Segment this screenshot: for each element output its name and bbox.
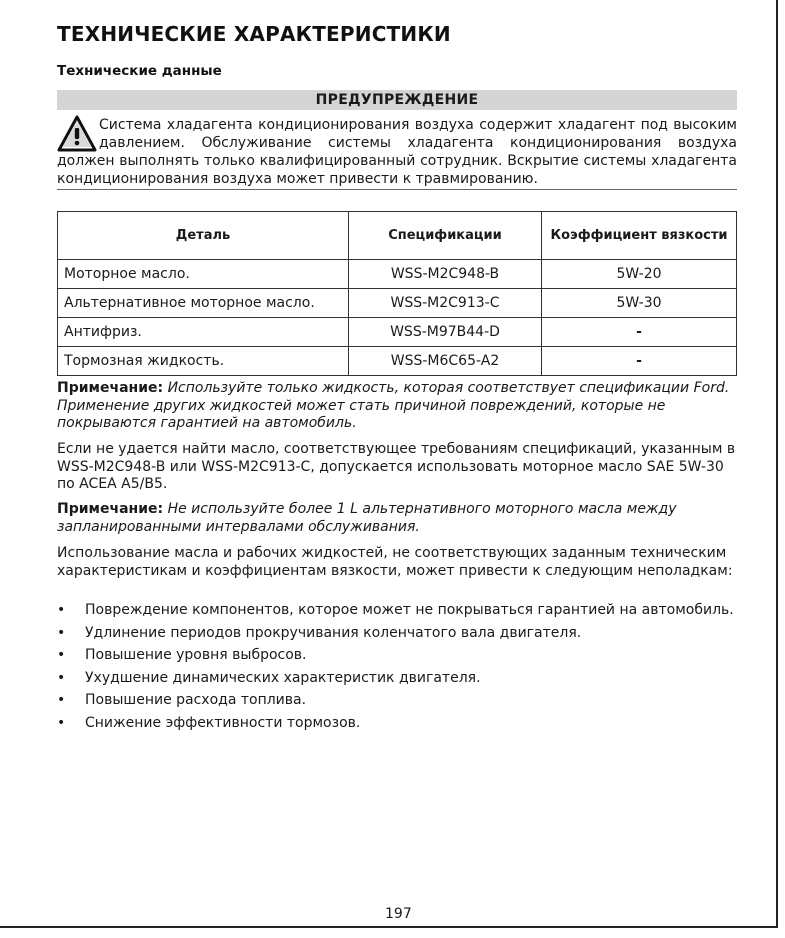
- note-alt-oil-limit: [57, 501, 737, 536]
- list-item-text: Снижение эффективности тормозов.: [85, 714, 361, 731]
- bullet-marker: •: [57, 692, 66, 708]
- cell-viscosity: -: [542, 318, 737, 347]
- column-header-spec: Спецификации: [349, 212, 542, 260]
- cell-viscosity: 5W-30: [542, 289, 737, 318]
- cell-part: Альтернативное моторное масло.: [58, 289, 349, 318]
- column-header-part: Деталь: [58, 212, 349, 260]
- warning-text: [57, 116, 737, 188]
- table-row: [58, 318, 737, 347]
- fluid-spec-table: [57, 211, 737, 376]
- list-item: [57, 670, 737, 688]
- warning-divider: [57, 189, 737, 190]
- column-header-viscosity: [542, 212, 737, 260]
- warning-text-body: Система хладагента кондиционирования воздуха содержит хладагент под высоким давлением. Обслуживание системы хладагента кондиционирования воздуха должен выполнять только квалифицированный сотрудник. Вскрытие системы хладагента кондиционирования воздуха может привести к травмированию.: [57, 117, 737, 187]
- note-label: Примечание:: [57, 501, 164, 517]
- cell-part: Моторное масло.: [58, 260, 349, 289]
- list-item: [57, 692, 737, 710]
- table-header-row: [58, 212, 737, 260]
- bullet-marker: •: [57, 602, 66, 618]
- list-item-text: Повреждение компонентов, которое может не покрываться гарантией на автомобиль.: [85, 602, 734, 618]
- table-row: [58, 289, 737, 318]
- cell-spec: WSS-M97B44-D: [349, 318, 542, 347]
- note-label: Примечание:: [57, 380, 164, 396]
- column-header-viscosity-label: Коэффициент вязкости: [550, 228, 728, 243]
- bullet-marker: •: [57, 669, 66, 686]
- bullet-marker: •: [57, 647, 66, 663]
- table-row: [58, 260, 737, 289]
- page-edge-right: [776, 0, 778, 926]
- page-number: 197: [385, 906, 412, 922]
- chapter-title: ТЕХНИЧЕСКИЕ ХАРАКТЕРИСТИКИ: [57, 22, 451, 46]
- page-edge-bottom: [0, 926, 778, 928]
- list-item-text: Повышение расхода топлива.: [85, 692, 307, 708]
- cell-spec: WSS-M2C948-B: [349, 260, 542, 289]
- cell-viscosity: 5W-20: [542, 260, 737, 289]
- list-item-text: Повышение уровня выбросов.: [85, 647, 307, 663]
- bullet-marker: •: [57, 624, 66, 641]
- note-text: Используйте только жидкость, которая соответствует спецификации Ford. Применение других жидкостей может стать причиной повреждений, которые не покрываются гарантией на автомобиль.: [57, 380, 730, 431]
- list-item: [57, 602, 737, 620]
- list-item: [57, 625, 737, 643]
- note-spec-fluid: [57, 380, 737, 433]
- cell-viscosity: -: [542, 347, 737, 376]
- paragraph-oil-substitute: Если не удается найти масло, соответствующее требованиям спецификаций, указанным в WSS-M2C948-B или WSS-M2C913-C, допускается использовать моторное масло SAE 5W-30 по ACEA A5/B5.: [57, 441, 736, 492]
- list-item: [57, 647, 737, 665]
- cell-spec: WSS-M6C65-A2: [349, 347, 542, 376]
- note-text: Не используйте более 1 L альтернативного моторного масла между запланированными интервалами обслуживания.: [57, 501, 677, 535]
- cell-part: Антифриз.: [58, 318, 349, 347]
- list-item: [57, 715, 737, 733]
- section-title: Технические данные: [57, 63, 222, 79]
- warning-header: ПРЕДУПРЕЖДЕНИЕ: [57, 90, 737, 110]
- paragraph-consequences: Использование масла и рабочих жидкостей, не соответствующих заданным техническим характеристикам и коэффициентам вязкости, может привести к следующим неполадкам:: [57, 545, 733, 579]
- list-item-text: Удлинение периодов прокручивания коленчатого вала двигателя.: [85, 624, 582, 641]
- bullet-marker: •: [57, 714, 66, 731]
- cell-part: Тормозная жидкость.: [58, 347, 349, 376]
- table-row: [58, 347, 737, 376]
- list-item-text: Ухудшение динамических характеристик двигателя.: [85, 669, 481, 686]
- cell-spec: WSS-M2C913-C: [349, 289, 542, 318]
- consequence-list: [57, 602, 737, 737]
